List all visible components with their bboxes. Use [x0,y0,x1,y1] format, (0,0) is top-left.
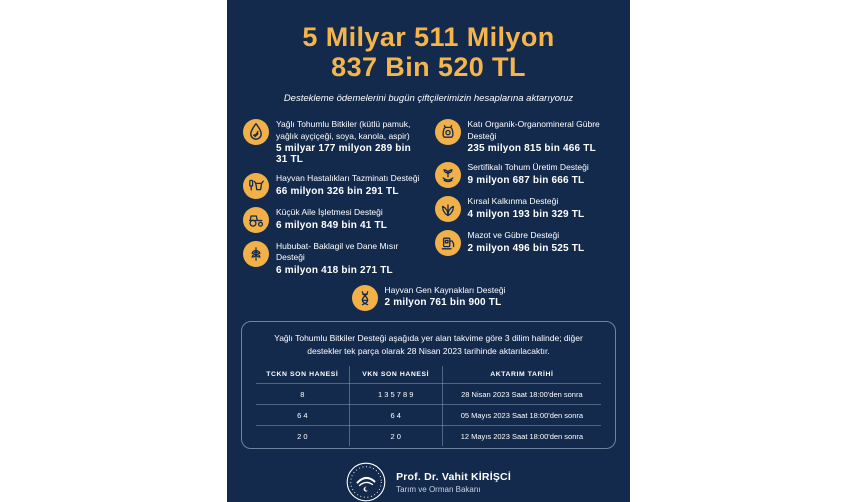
support-label: Hayvan Gen Kaynakları Desteği [384,284,506,295]
minister-name: Prof. Dr. Vahit KİRİŞCİ [396,470,511,483]
family-farm-icon [243,207,269,233]
support-item-text [276,173,419,197]
animal-health-icon [243,173,269,199]
title-line-2: 837 Bin 520 TL [331,52,526,83]
gene-dna-icon [352,285,378,311]
support-amount: 66 milyon 326 bin 291 TL [276,185,399,197]
supports-center-row [240,285,617,311]
cell-date: 28 Nisan 2023 Saat 18:00'den sonra [442,384,601,405]
supports-grid [240,119,617,283]
cell-date: 12 Mayıs 2023 Saat 18:00'den sonra [460,431,584,441]
support-amount: 4 milyon 193 bin 329 TL [467,208,585,220]
col-header-date: AKTARIM TARİHİ [442,366,601,384]
total-amount-title [240,22,617,82]
minister-title: Tarım ve Orman Bakanı [396,484,481,494]
cell-date: 05 Mayıs 2023 Saat 18:00'den sonra [442,405,601,426]
support-item-fertilizer [435,119,615,154]
support-item-certified-seed [435,162,615,188]
fertilizer-bag-icon [435,119,461,145]
support-amount: 6 milyon 418 bin 271 TL [276,264,393,276]
col-header-tckn: TCKN SON HANESİ [256,366,349,384]
support-item-text [468,119,615,154]
support-label: Kırsal Kalkınma Desteği [467,196,559,207]
support-item-text [276,241,423,276]
grain-wheat-icon [243,241,269,267]
support-item-gene-resources [352,285,506,311]
seed-hand-icon [435,162,461,188]
cell-tckn: 6 4 [256,405,349,426]
support-item-text [276,119,423,165]
support-amount: 5 milyar 177 milyon 289 bin 31 TL [276,143,411,166]
support-item-grain [243,241,423,276]
rural-development-icon [435,196,461,222]
support-label: Sertifikalı Tohum Üretim Desteği [467,162,589,173]
table-header-row [256,366,601,384]
support-label: Hayvan Hastalıkları Tazminatı Desteği [276,173,420,184]
support-amount: 2 milyon 761 bin 900 TL [384,297,502,309]
supports-right-column [435,119,615,283]
support-item-rural-development [435,196,615,222]
signature-footer [240,462,617,502]
support-label: Yağlı Tohumlu Bitkiler (kütlü pamuk, yağlık ayçiçeği, soya, kanola, aspir) [276,119,411,141]
col-header-vkn: VKN SON HANESİ [349,366,442,384]
support-amount: 235 milyon 815 bin 466 TL [467,143,596,155]
schedule-note: Yağlı Tohumlu Bitkiler Desteği aşağıda yer alan takvime göre 3 dilim halinde; diğer destekler tek parça olarak 28 Nisan 2023 tarihinde aktarılacaktır. [274,332,583,356]
support-amount: 6 milyon 849 bin 41 TL [276,219,388,231]
support-item-text [276,207,387,231]
table-row [256,426,601,447]
ministry-seal-icon [346,462,386,502]
support-label: Küçük Aile İşletmesi Desteği [276,207,383,218]
support-item-family-farm [243,207,423,233]
oilseed-drop-icon [243,119,269,145]
support-item-text [468,162,589,186]
infographic-panel [227,0,630,502]
support-label: Hububat- Baklagil ve Dane Mısır Desteği [276,241,399,263]
supports-left-column [243,119,423,283]
table-row [256,405,601,426]
support-item-diesel-fertilizer [435,230,615,256]
support-item-animal-health [243,173,423,199]
fuel-pump-icon [435,230,461,256]
table-row [256,384,601,405]
support-label: Katı Organik-Organomineral Gübre Desteği [467,119,600,141]
title-line-1: 5 Milyar 511 Milyon [302,22,555,52]
signature-text [396,471,511,494]
cell-tckn: 2 0 [256,426,349,447]
support-amount: 2 milyon 496 bin 525 TL [467,242,585,254]
cell-vkn: 6 4 [349,405,442,426]
support-item-text [468,196,585,220]
support-item-oilseed [243,119,423,165]
support-item-text [385,285,506,309]
cell-vkn: 2 0 [349,426,442,447]
support-label: Mazot ve Gübre Desteği [467,230,560,241]
support-amount: 9 milyon 687 bin 666 TL [467,174,585,186]
schedule-table [256,366,601,446]
support-item-text [468,230,585,254]
subtitle: Destekleme ödemelerini bugün çiftçilerimizin hesaplarına aktarıyoruz [283,93,574,105]
payment-schedule-box [241,321,616,449]
cell-tckn: 8 [256,384,349,405]
cell-vkn: 1 3 5 7 8 9 [349,384,442,405]
